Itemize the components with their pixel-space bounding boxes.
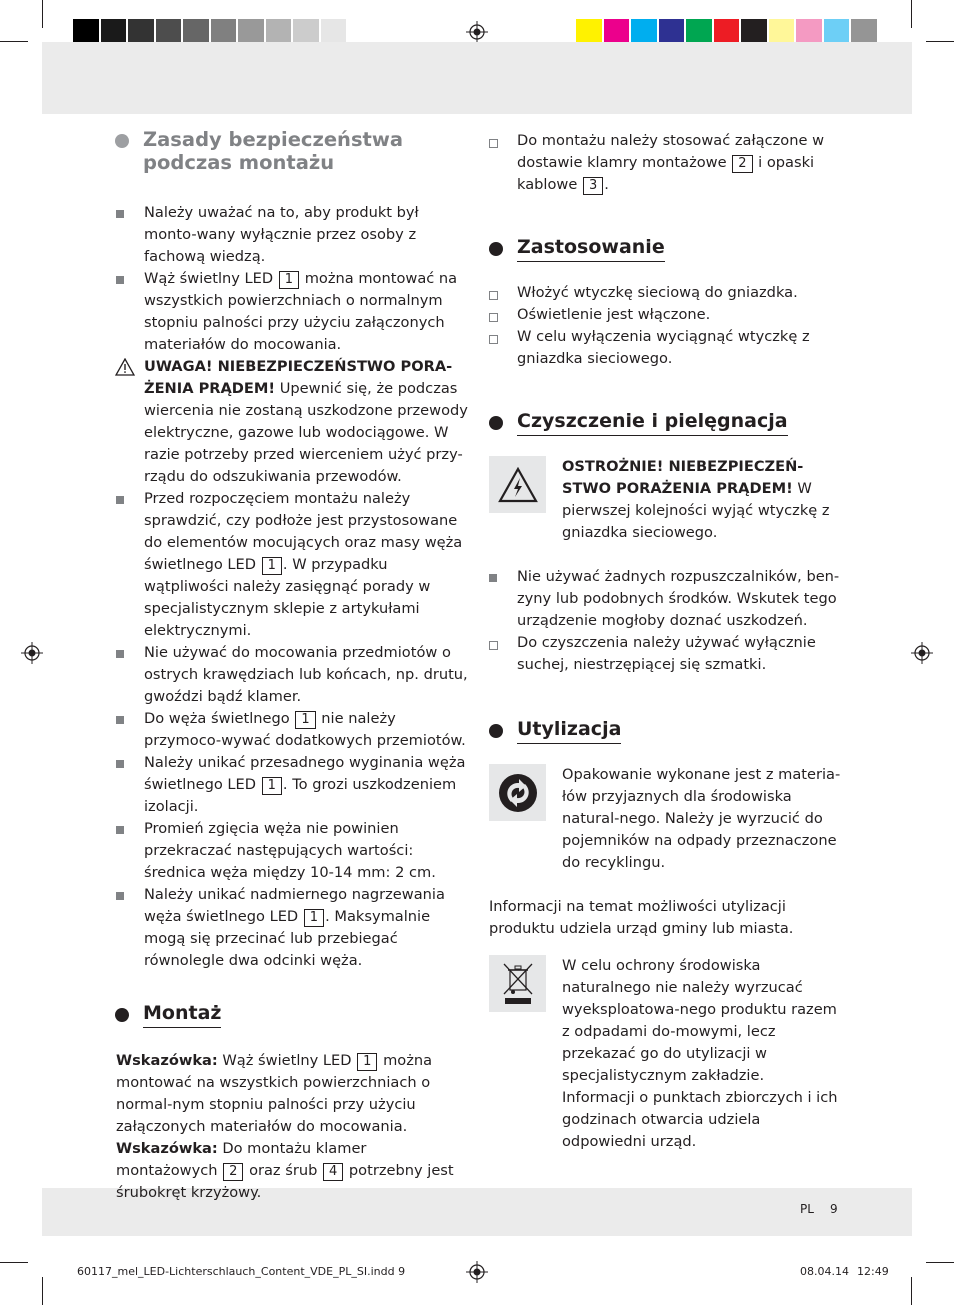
packaging-text: Opakowanie wykonane jest z materia-łów przyjaznych dla środowiska natural-nego. Należy je wyrzucić do pojemników na odpady przeznaczone do recyklingu. [562,766,841,871]
crop-mark [42,0,43,28]
list-item-text: Należy unikać nadmiernego nagrzewania węża świetlnego LED [144,886,445,925]
list-item [116,884,468,972]
safety-heading [115,128,468,176]
electric-shock-icon [489,456,546,513]
list-item-text: Do węża świetlnego [144,710,290,727]
crop-mark [911,1277,912,1305]
use-heading [489,236,841,262]
part-ref: 1 [279,271,299,289]
list-item-text: można montować na wszystkich powierzchniach o normalnym stopniu palności przy użyciu załączonych materiałów do mocowania. [144,270,458,353]
weee-text: W celu ochrony środowiska naturalnego nie należy wyrzucać wyeksploatowa-nego produktu razem z odpadami do-mowymi, lecz przekazać go do utylizacji w specjalistycznym zakładzie. Informacji o punktach zbiorczych i ich godzinach otwarcia udziela odpowiedni urząd. [562,957,838,1150]
list-item [489,326,841,370]
list-item [116,642,468,708]
disposal-title: Utylizacja [517,718,621,744]
list-item-text: W celu wyłączenia wyciągnąć wtyczkę z gniazdka sieciowego. [517,328,810,367]
clean-warning [489,456,841,544]
hint-label: Wskazówka: [116,1140,218,1157]
list-item [489,632,841,676]
list-item-text: Przed rozpoczęciem montażu należy sprawdzić, czy podłoże jest przystosowane do elementów mocujących oraz masy węża świetlnego LED [144,490,463,573]
part-ref: 2 [223,1163,243,1181]
list-item-text: . To grozi uszkodzeniem izolacji. [144,776,457,815]
part-ref: 1 [357,1053,377,1071]
montaz-hint-2 [116,1138,468,1204]
left-column [116,128,468,1204]
registration-mark-icon [466,1261,488,1283]
warning-label: UWAGA! NIEBEZPIECZEŃSTWO PORA-ŻENIA PRĄDEM! [144,358,453,397]
list-item-text: Włożyć wtyczkę sieciową do gniazdka. [517,284,798,301]
list-item [116,268,468,356]
disposal-weee [489,955,841,1153]
list-item-text: Wąż świetlny LED [144,270,274,287]
montaz-hint-1 [116,1050,468,1138]
clean-warning-label: OSTROŻNIE! NIEBEZPIECZEŃ-STWO PORAŻENIA PRĄDEM! [562,458,804,497]
warning-item [116,356,468,488]
page-number: 9 [830,1202,838,1216]
safety-title-line-1: Zasady bezpieczeństwa [143,128,404,151]
file-slug: 60117_mel_LED-Lichterschlauch_Content_VDE_PL_SI.indd 9 [77,1265,406,1278]
list-item-text: i opaski kablowe [517,154,815,193]
list-item [489,566,841,632]
part-ref: 2 [732,155,752,173]
list-item-text: . W przypadku wątpliwości należy zasięgnąć porady w specjalistycznym sklepie z artykułami elektrycznymi. [144,556,431,639]
crop-mark [926,41,954,42]
part-ref: 1 [295,711,315,729]
heading-bullet [115,1008,129,1022]
header-band [42,42,912,114]
list-item [116,488,468,642]
hint-text: można montować na wszystkich powierzchniach o normal-nym stopniu palności przy użyciu załączonych materiałów do mocowania. [116,1052,433,1135]
right-column [489,130,841,1153]
safety-title [143,128,403,176]
list-item [116,818,468,884]
list-item-text: Należy unikać przesadnego wyginania węża świetlnego LED [144,754,466,793]
list-item-text: Nie używać do mocowania przedmiotów o ostrych krawędziach lub końcach, np. drutu, gwoździ bądź klamer. [144,644,468,705]
crop-mark [0,1262,28,1263]
language-code: PL [800,1202,814,1216]
crop-mark [0,41,28,42]
warning-text: Upewnić się, że podczas wiercenia nie zostaną uszkodzone przewody elektryczne, gazowe lub wodociągowe. W razie potrzeby przed wierceniem użyć przy-rządu do odszukiwania przewodów. [144,380,468,485]
list-item-text: Do montażu należy stosować załączone w dostawie klamry montażowe [517,132,825,171]
registration-mark-icon [911,642,933,664]
hint-text: Wąż świetlny LED [222,1052,352,1069]
use-title: Zastosowanie [517,236,665,262]
hint-text: oraz śrub [249,1162,318,1179]
crop-mark [926,1262,954,1263]
list-item-text: . [604,176,609,193]
heading-bullet [489,724,503,738]
part-ref: 1 [262,557,282,575]
list-item [489,282,841,304]
list-item [489,304,841,326]
print-time: 12:49 [857,1265,889,1278]
disposal-info-text: Informacji na temat możliwości utylizacji produktu udziela urząd gminy lub miasta. [489,898,794,937]
warning-triangle-icon [115,358,135,376]
heading-bullet [489,242,503,256]
print-date: 08.04.14 [800,1265,849,1278]
hint-label: Wskazówka: [116,1052,218,1069]
part-ref: 4 [323,1163,343,1181]
list-item-text: Nie używać żadnych rozpuszczalników, ben-zyny lub podobnych środków. Wskutek tego urządzenie mogłoby doznać uszkodzeń. [517,568,840,629]
hint-text: potrzebny jest śrubokręt krzyżowy. [116,1162,454,1201]
list-item [489,130,841,196]
crop-mark [911,0,912,28]
montaz-heading [115,1002,468,1028]
disposal-heading [489,718,841,744]
list-item-text: . Maksymalnie mogą się przecinać lub przebiegać równolegle dwa odcinki węża. [144,908,431,969]
clean-heading [489,410,841,436]
registration-mark-icon [21,642,43,664]
part-ref: 1 [304,909,324,927]
montaz-title: Montaż [143,1002,221,1028]
clean-title: Czyszczenie i pielęgnacja [517,410,788,436]
part-ref: 1 [262,777,282,795]
list-item-text: nie należy przymoco-wywać dodatkowych przemiotów. [144,710,466,749]
list-item-text: Promień zgięcia węża nie powinien przekraczać następujących wartości: średnica węża między 10-14 mm: 2 cm. [144,820,436,881]
list-item-text: Należy uważać na to, aby produkt był monto-wany wyłącznie przez osoby z fachową wiedzą. [144,204,419,265]
list-item [116,708,468,752]
crossed-bin-icon [489,955,546,1012]
disposal-packaging [489,764,841,874]
heading-bullet [489,416,503,430]
hint-text: Do montażu klamer montażowych [116,1140,367,1179]
safety-title-line-2: podczas montażu [143,151,335,174]
list-item-text: Do czyszczenia należy używać wyłącznie suchej, niestrzępiącej się szmatki. [517,634,816,673]
crop-mark [42,1277,43,1305]
part-ref: 3 [583,177,603,195]
green-dot-recycling-icon [489,764,546,821]
list-item [116,202,468,268]
heading-bullet [115,134,129,148]
clean-warning-text: W pierwszej kolejności wyjąć wtyczkę z gniazdka sieciowego. [562,480,830,541]
list-item [116,752,468,818]
list-item-text: Oświetlenie jest włączone. [517,306,711,323]
registration-mark-icon [466,21,488,43]
